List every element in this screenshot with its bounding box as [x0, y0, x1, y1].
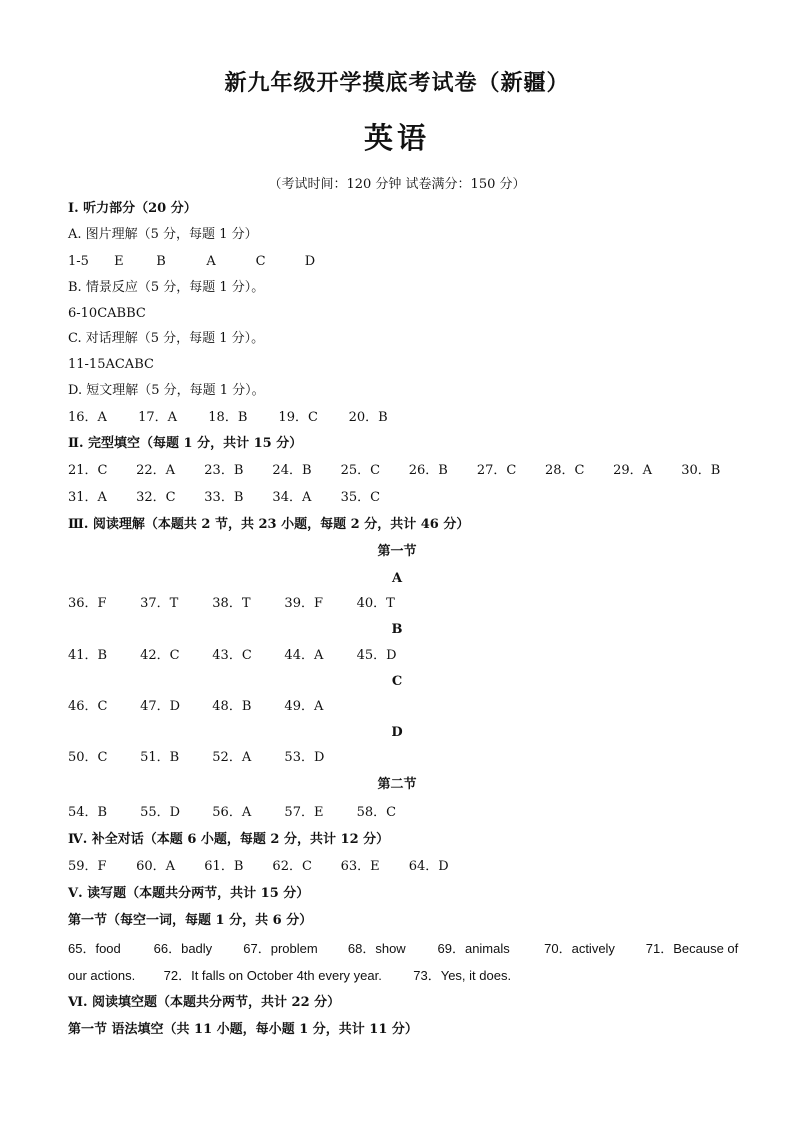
- answer: 40．T: [356, 596, 395, 611]
- subject-title: 英语: [363, 121, 430, 155]
- section-1a-answers: [68, 253, 345, 271]
- section-1c-label: C. 对话理解（5 分，每题 1 分）。: [68, 331, 265, 346]
- section-5-answers-line1: [68, 940, 738, 958]
- answer: E: [114, 254, 124, 269]
- answer: 50．C: [68, 750, 108, 765]
- answer: 59．F: [68, 859, 107, 874]
- section-6-part1-label: 第一节 语法填空（共 11 小题，每小题 1 分，共计 11 分）: [68, 1022, 418, 1037]
- answer: 70．actively: [544, 941, 615, 956]
- section-1b-answers: 6-10CABBC: [68, 306, 146, 321]
- section-2-heading: Ⅱ. 完型填空（每题 1 分，共计 15 分）: [68, 436, 303, 451]
- answer: 43．C: [212, 648, 252, 663]
- answer: 67．problem: [243, 941, 318, 956]
- section-6-heading: Ⅵ. 阅读填空题（本题共分两节，共计 22 分）: [68, 995, 341, 1010]
- answer: 44．A: [284, 648, 324, 663]
- answer: 23．B: [204, 463, 244, 478]
- section-4-heading: Ⅳ. 补全对话（本题 6 小题，每题 2 分，共计 12 分）: [68, 832, 390, 847]
- answer: 57．E: [284, 805, 324, 820]
- section-5-answers-line2: [68, 967, 511, 985]
- section-1d-answers: [68, 409, 415, 427]
- passage-d-label: D: [391, 725, 403, 740]
- answer: 62．C: [272, 859, 312, 874]
- answer: C: [255, 254, 266, 269]
- answer: 26．B: [408, 463, 448, 478]
- answer: 42．C: [140, 648, 180, 663]
- answer-continuation: our actions.: [68, 968, 136, 983]
- answer: 56．A: [212, 805, 252, 820]
- answer: 69．animals: [437, 941, 510, 956]
- answer: 29．A: [613, 463, 653, 478]
- answer: 55．D: [140, 805, 181, 820]
- answer: 65．food: [68, 941, 121, 956]
- answer: A: [206, 254, 216, 269]
- answer: 45．D: [356, 648, 397, 663]
- passage-a-answers: [68, 595, 425, 613]
- section-5-heading: Ⅴ. 读写题（本题共分两节，共计 15 分）: [68, 886, 310, 901]
- answer: 28．C: [544, 463, 585, 478]
- answer: 17．A: [138, 410, 178, 425]
- section-1a-label: A. 图片理解（5 分，每题 1 分）: [68, 227, 258, 242]
- answer: 73．Yes, it does.: [413, 968, 512, 983]
- answer: 58．C: [356, 805, 397, 820]
- passage-a-label: A: [391, 571, 403, 586]
- answer: 49．A: [284, 699, 324, 714]
- answer: 27．C: [476, 463, 517, 478]
- passage-d-answers: [68, 749, 352, 767]
- answer: B: [156, 254, 166, 269]
- answer: 53．D: [284, 750, 325, 765]
- passage-b-label: B: [391, 622, 403, 637]
- answer: D: [304, 254, 316, 269]
- section-3-heading: Ⅲ. 阅读理解（本题共 2 节，共 23 小题，每题 2 分，共计 46 分）: [68, 517, 470, 532]
- answer: 35．C: [340, 490, 381, 505]
- answer: 68．show: [347, 941, 406, 956]
- section-1d-label: D. 短文理解（5 分，每题 1 分）。: [68, 383, 265, 398]
- answer: 46．C: [68, 699, 108, 714]
- answer: 21．C: [68, 463, 108, 478]
- answer: 63．E: [340, 859, 380, 874]
- answer: 54．B: [68, 805, 108, 820]
- section-3-part1-label: 第一节: [377, 544, 417, 559]
- answer: 25．C: [340, 463, 381, 478]
- section-2-answers-row1: [68, 462, 735, 480]
- section-3-part2-label: 第二节: [377, 777, 417, 792]
- answer: 19．C: [278, 410, 318, 425]
- answer: 36．F: [68, 596, 107, 611]
- answer: 22．A: [136, 463, 176, 478]
- section-2-answers-row2: [68, 489, 405, 507]
- answer: 72．It falls on October 4th every year.: [163, 968, 382, 983]
- section-1b-label: B. 情景反应（5 分，每题 1 分）。: [68, 280, 265, 295]
- answer: 20．B: [348, 410, 388, 425]
- answer: 33．B: [204, 490, 244, 505]
- answer: 30．B: [681, 463, 721, 478]
- answer: 16．A: [68, 410, 107, 425]
- section-1c-answers: 11-15ACABC: [68, 357, 154, 372]
- answer: 39．F: [284, 596, 323, 611]
- answer: 34．A: [272, 490, 312, 505]
- answer: 38．T: [212, 596, 251, 611]
- answer: 24．B: [272, 463, 312, 478]
- answer: 64．D: [408, 859, 449, 874]
- answer: 48．B: [212, 699, 252, 714]
- section-5-part1-label: 第一节（每空一词，每题 1 分，共 6 分）: [68, 913, 313, 928]
- section-1-heading: Ⅰ. 听力部分（20 分）: [68, 201, 197, 216]
- answer: 66．badly: [153, 941, 213, 956]
- answer: 52．A: [212, 750, 252, 765]
- exam-meta: （考试时间：120 分钟 试卷满分：150 分）: [268, 177, 526, 192]
- section-4-answers: [68, 858, 473, 876]
- answer: 37．T: [140, 596, 179, 611]
- answer: 71．Because of: [645, 941, 739, 956]
- answer: 60．A: [136, 859, 176, 874]
- section-3-part2-answers: [68, 804, 425, 822]
- answer: 31．A: [68, 490, 107, 505]
- answer: 32．C: [136, 490, 176, 505]
- answer: 51．B: [140, 750, 180, 765]
- answer: 47．D: [140, 699, 181, 714]
- passage-b-answers: [68, 647, 425, 665]
- document-title: 新九年级开学摸底考试卷（新疆）: [224, 70, 570, 96]
- answer-range: 1-5: [68, 254, 89, 269]
- passage-c-answers: [68, 698, 352, 716]
- passage-c-label: C: [391, 674, 403, 689]
- answer: 18．B: [208, 410, 248, 425]
- answer: 61．B: [204, 859, 244, 874]
- answer: 41．B: [68, 648, 108, 663]
